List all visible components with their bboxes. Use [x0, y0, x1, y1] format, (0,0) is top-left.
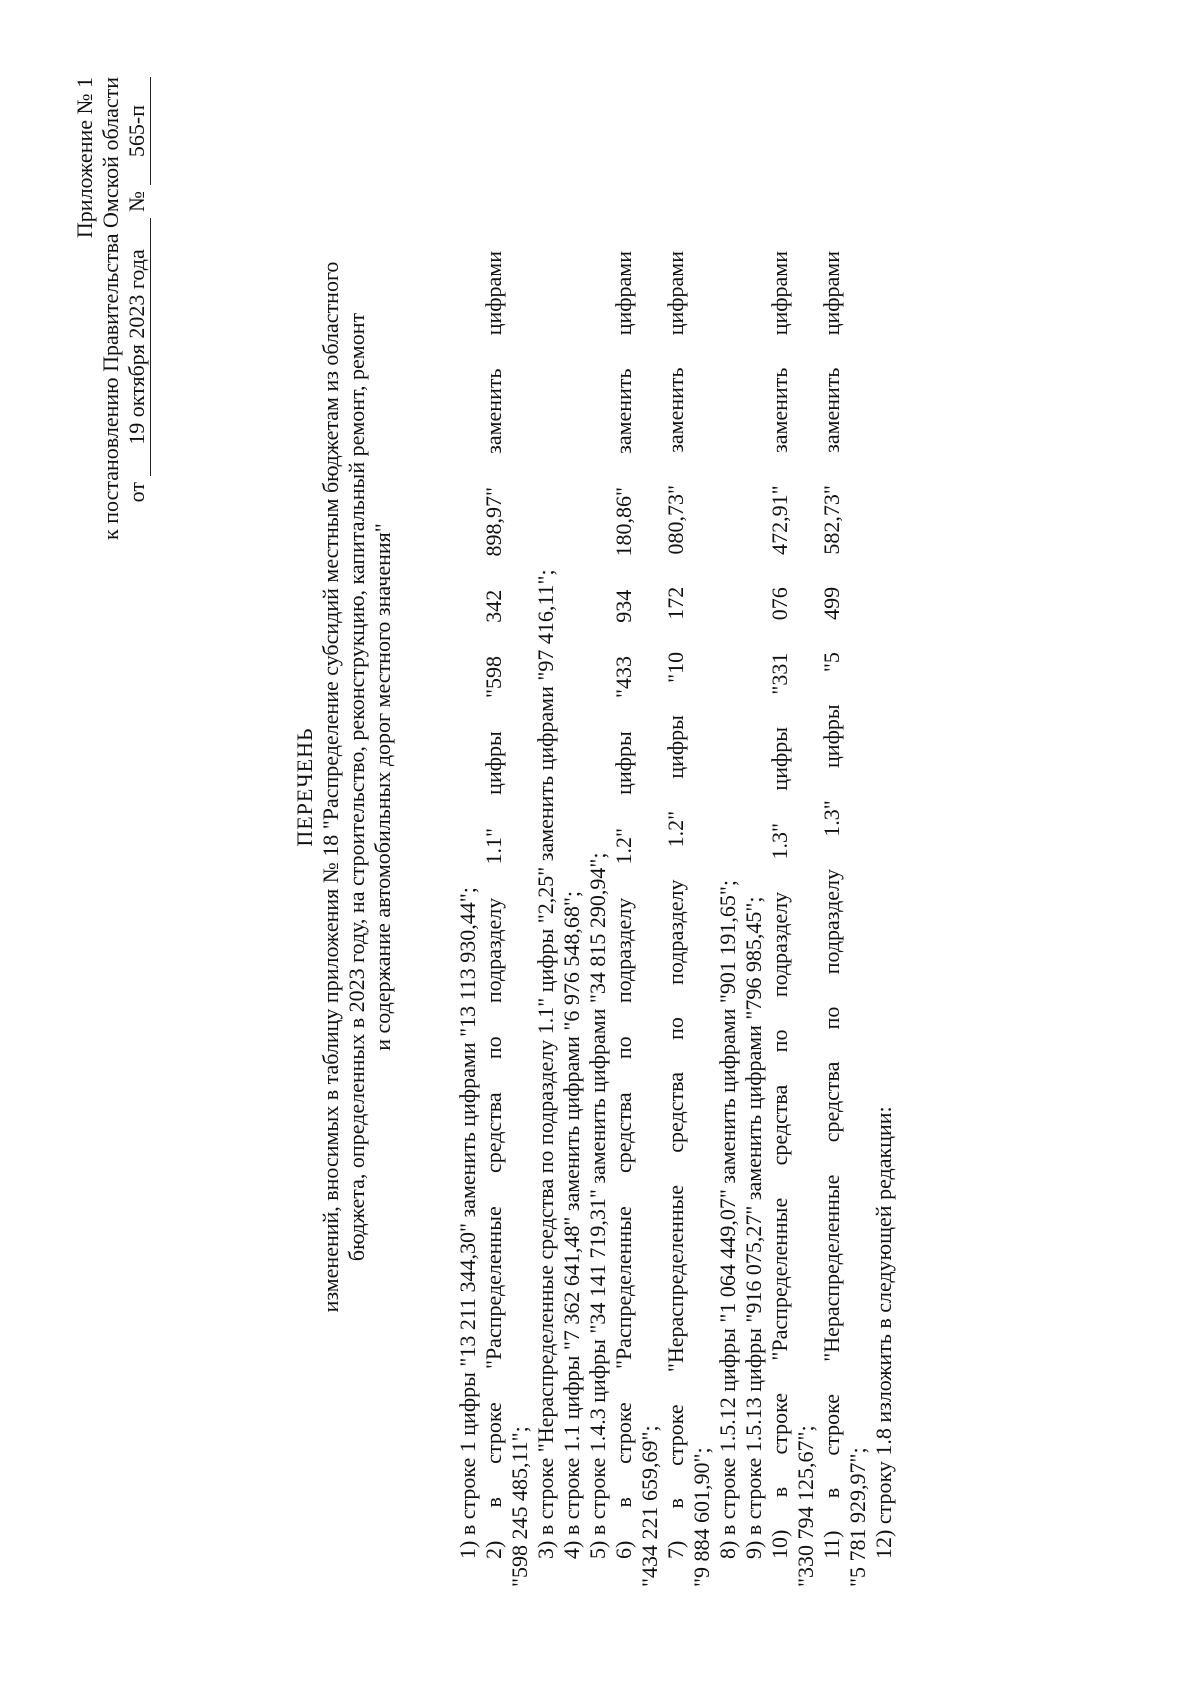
list-item: 9) в строке 1.5.13 цифры "916 075,27" заменить цифрами "796 985,45";	[741, 896, 766, 1559]
list-item: 11) в строке "Нераспределенные средства по подразделу 1.3" цифры "5 499 582,73" заменить цифрами	[819, 251, 844, 1559]
annex-date-line	[124, 77, 151, 597]
list-item-continuation: "9 884 601,90";	[689, 1447, 714, 1587]
annex-block	[72, 77, 151, 597]
list-item: 8) в строке 1.5.12 цифры "1 064 449,07" заменить цифрами "901 191,65";	[715, 880, 740, 1559]
title-line-1: изменений, вносимых в таблицу приложения № 18 "Распределение субсидий местным бюджетам из областного	[318, 261, 343, 1313]
resolution-date: 19 октября 2023 года	[124, 218, 151, 476]
list-item: 1) в строке 1 цифры "13 211 344,30" заменить цифрами "13 113 930,44";	[455, 887, 480, 1559]
list-item-continuation: "5 781 929,97";	[845, 1447, 870, 1587]
annex-number: Приложение № 1	[72, 77, 97, 239]
resolution-number: 565-п	[124, 77, 151, 185]
list-item: 4) в строке 1.1 цифры "7 362 641,48" заменить цифрами "6 976 548,68";	[559, 891, 584, 1559]
title-line-2: бюджета, определенных в 2023 году, на строительство, реконструкцию, капитальный ремонт, ремонт	[344, 312, 369, 1262]
annex-reference: к постановлению Правительства Омской области	[98, 77, 123, 540]
list-item: 12) строку 1.8 изложить в следующей редакции:	[871, 1106, 896, 1559]
changes-list	[455, 251, 897, 1587]
list-item: 5) в строке 1.4.3 цифры "34 141 719,31" заменить цифрами "34 815 290,94";	[585, 852, 610, 1559]
list-item: 6) в строке "Распределенные средства по подразделу 1.2" цифры "433 934 180,86" заменить цифрами	[611, 251, 636, 1559]
from-label: от	[124, 482, 149, 503]
document-title	[292, 0, 396, 1587]
list-item-continuation: "598 245 485,11";	[507, 1426, 532, 1587]
list-item: 10) в строке "Распределенные средства по подразделу 1.3" цифры "331 076 472,91" заменить цифрами	[767, 251, 792, 1559]
list-item-continuation: "434 221 659,69";	[637, 1425, 662, 1587]
list-item: 7) в строке "Нераспределенные средства по подразделу 1.2" цифры "10 172 080,73" заменить цифрами	[663, 251, 688, 1559]
list-item: 2) в строке "Распределенные средства по подразделу 1.1" цифры "598 342 898,97" заменить цифрами	[481, 251, 506, 1559]
number-label: №	[124, 191, 149, 212]
list-item: 3) в строке "Нераспределенные средства по подразделу 1.1" цифры "2,25" заменить цифрами "97 416,11";	[533, 569, 558, 1559]
title-line-3: и содержание автомобильных дорог местного значения"	[370, 523, 395, 1051]
title-heading: ПЕРЕЧЕНЬ	[292, 727, 317, 847]
list-item-continuation: "330 794 125,67";	[793, 1425, 818, 1587]
